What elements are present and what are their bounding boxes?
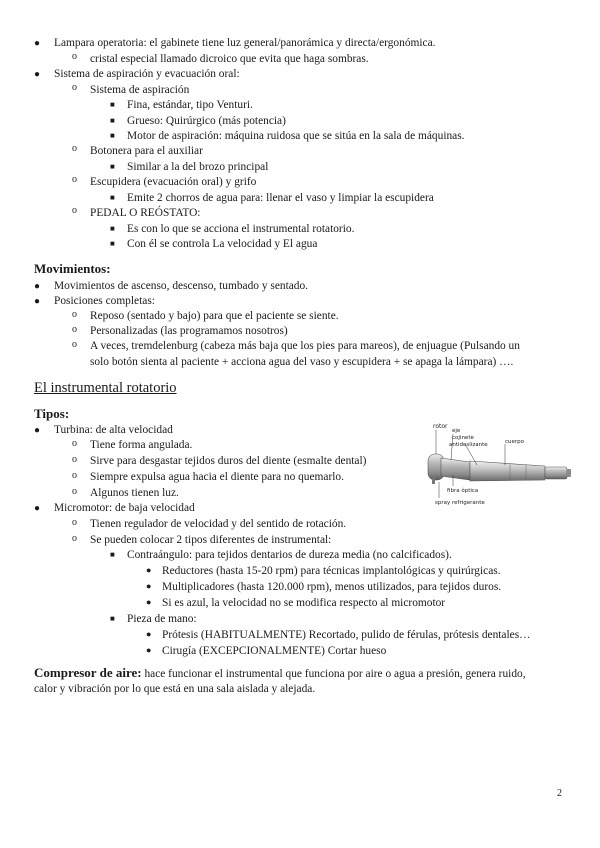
bullet: ● (146, 581, 152, 591)
bullet: o (72, 309, 77, 320)
bullet: o (72, 486, 77, 497)
text-line: Siempre expulsa agua hacia el diente para no quemarlo. (90, 471, 344, 483)
bullet: o (72, 339, 77, 350)
bullet: o (72, 143, 77, 154)
bullet: o (72, 438, 77, 449)
bullet: ■ (110, 193, 115, 202)
bullet: ● (34, 296, 41, 307)
bullet: ■ (110, 614, 115, 623)
handpiece-bur (432, 478, 435, 484)
text-line: Tiene forma angulada. (90, 439, 193, 451)
text-line: Con él se controla La velocidad y El agua (127, 238, 318, 250)
text-line: Contraángulo: para tejidos dentarios de dureza media (no calcificados). (127, 549, 452, 561)
bullet: o (72, 470, 77, 481)
bullet: ● (146, 565, 152, 575)
text-line: Reposo (sentado y bajo) para que el paciente se siente. (90, 310, 339, 322)
text-line: calor y vibración por lo que está en una sala aislada y alejada. (34, 683, 316, 695)
text-line: Personalizadas (las programamos nosotros) (90, 325, 288, 337)
text-line: Posiciones completas: (54, 295, 155, 307)
handpiece-end (545, 467, 567, 479)
page-number: 2 (557, 788, 562, 799)
text-line: Sistema de aspiración y evacuación oral: (54, 68, 240, 80)
text-line: cristal especial llamado dicroico que evita que haga sombras. (90, 53, 369, 65)
handpiece-neck (441, 458, 470, 480)
bullet: o (72, 324, 77, 335)
text-line: Grueso: Quirúrgico (más potencia) (127, 115, 286, 127)
bullet: ● (34, 425, 41, 436)
bullet: ■ (110, 116, 115, 125)
bullet: ■ (110, 162, 115, 171)
text-line: Sistema de aspiración (90, 84, 190, 96)
text-line: Motor de aspiración: máquina ruidosa que se sitúa en la sala de máquinas. (127, 130, 465, 142)
bullet: o (72, 51, 77, 62)
text-line: Escupidera (evacuación oral) y grifo (90, 176, 257, 188)
text-line: Similar a la del brozo principal (127, 161, 269, 173)
text-line: A veces, tremdelenburg (cabeza más baja que los pies para mareos), de enjuague (Pulsando un (90, 340, 520, 352)
label-rotor: rotor (433, 423, 448, 430)
text-line: Micromotor: de baja velocidad (54, 502, 195, 514)
text-line: Cirugía (EXCEPCIONALMENTE) Cortar hueso (162, 645, 387, 657)
text-line: Es con lo que se acciona el instrumental rotatorio. (127, 223, 355, 235)
handpiece-body (470, 461, 545, 481)
heading-tipos: Tipos: (34, 406, 70, 421)
text-line: Algunos tienen luz. (90, 487, 179, 499)
bullet: ● (34, 69, 41, 80)
text-line: Lampara operatoria: el gabinete tiene luz general/panorámica y directa/ergonómica. (54, 37, 436, 49)
label-cuerpo: cuerpo (505, 439, 525, 445)
section-title: El instrumental rotatorio (34, 380, 177, 396)
text-line: Multiplicadores (hasta 120.000 rpm), menos utilizados, para tejidos duros. (162, 581, 502, 593)
label-cojinete: cojinete (452, 435, 474, 441)
text-line: PEDAL O REÓSTATO: (90, 207, 201, 219)
bullet: o (72, 174, 77, 185)
bullet: o (72, 533, 77, 544)
bullet: ■ (110, 131, 115, 140)
label-fibra-optica: fibra óptica (447, 488, 479, 494)
text-line: Sirve para desgastar tejidos duros del diente (esmalte dental) (90, 455, 367, 467)
bullet: ● (146, 597, 152, 607)
handpiece-illustration (425, 420, 575, 510)
compresor-label: Compresor de aire: (34, 665, 142, 680)
text-line: Reductores (hasta 15-20 rpm) para técnicas implantológicas y quirúrgicas. (162, 565, 501, 577)
text-line: Movimientos de ascenso, descenso, tumbado y sentado. (54, 280, 309, 292)
bullet: ● (146, 645, 152, 655)
handpiece-tip (567, 469, 571, 477)
bullet: ● (34, 503, 41, 514)
text-line: solo botón sienta al paciente + acciona agua del vaso y escupidera + se apaga la lámpara) …. (90, 356, 514, 368)
bullet: ■ (110, 100, 115, 109)
bullet: ■ (110, 239, 115, 248)
text-line: Tienen regulador de velocidad y del sentido de rotación. (90, 518, 347, 530)
text-line: Prótesis (HABITUALMENTE) Recortado, pulido de férulas, prótesis dentales… (162, 629, 531, 641)
text-line: Emite 2 chorros de agua para: llenar el vaso y limpiar la escupidera (127, 192, 434, 204)
text-line: Pieza de mano: (127, 613, 197, 625)
label-eje: eje (452, 428, 461, 434)
bullet: ■ (110, 550, 115, 559)
text-line: Fina, estándar, tipo Venturi. (127, 99, 253, 111)
bullet: o (72, 205, 77, 216)
bullet: ■ (110, 224, 115, 233)
bullet: ● (146, 629, 152, 639)
heading-movimientos: Movimientos: (34, 261, 111, 276)
bullet: o (72, 82, 77, 93)
text-line: Se pueden colocar 2 tipos diferentes de instrumental: (90, 534, 332, 546)
text-line: Turbina: de alta velocidad (54, 424, 173, 436)
bullet: o (72, 454, 77, 465)
bullet: ● (34, 281, 41, 292)
bullet: ● (34, 38, 41, 49)
label-spray: spray refrigerante (435, 500, 485, 506)
compresor-line (34, 665, 526, 682)
label-antideslizante: antideslizante (449, 442, 488, 448)
compresor-text: hace funcionar el instrumental que funciona por aire o agua a presión, genera ruido, (141, 668, 526, 680)
text-line: Botonera para el auxiliar (90, 145, 203, 157)
text-line: Si es azul, la velocidad no se modifica respecto al micromotor (162, 597, 446, 609)
bullet: o (72, 517, 77, 528)
